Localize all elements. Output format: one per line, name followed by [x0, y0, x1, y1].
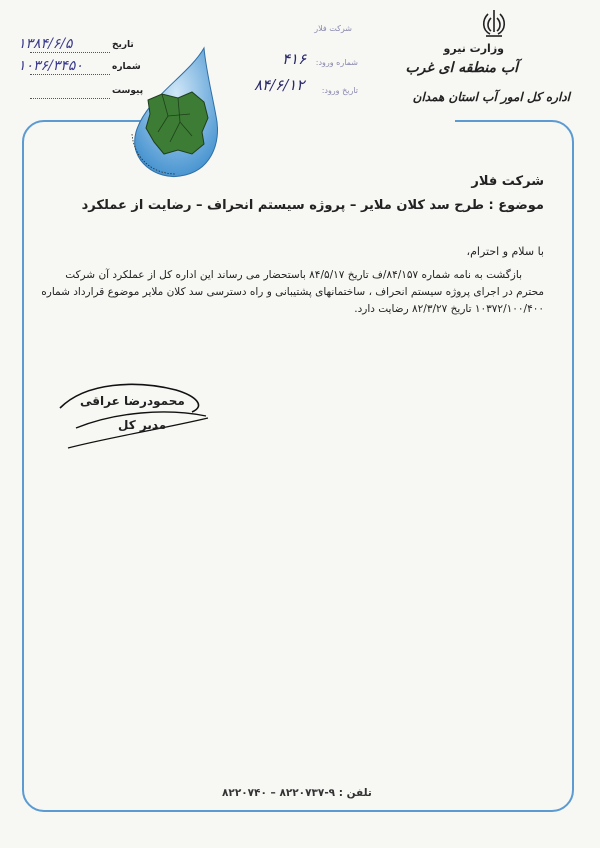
date-value: ۱۳۸۴/۶/۵ [18, 36, 73, 52]
number-line [30, 74, 110, 75]
ministry-name: وزارت نیرو [443, 42, 504, 55]
attachment-label: پیوست [112, 86, 144, 96]
water-drop-logo-icon [118, 46, 228, 182]
number-label: شماره [112, 62, 141, 72]
stamp-number-label: شماره ورود: [315, 58, 358, 67]
signature-block [56, 378, 216, 454]
stamp-date-label: تاریخ ورود: [321, 86, 358, 95]
date-label: تاریخ [112, 40, 134, 50]
page-border [22, 120, 574, 812]
recipient-company: شرکت فلار [471, 174, 544, 189]
stamp-number-value: ۴۱۶ [282, 50, 307, 68]
received-stamp [248, 24, 358, 110]
stamp-title: شرکت فلار [314, 24, 352, 33]
signatory-name: محمودرضا عراقی [80, 394, 185, 408]
organization-name: آب منطقه ای غرب [405, 60, 518, 76]
iran-emblem-icon [476, 8, 512, 40]
handwritten-signature [56, 378, 216, 454]
date-line [30, 52, 110, 53]
number-value: ۱۰۳۶/۳۴۵۰ [18, 58, 83, 74]
organization-subtitle: اداره کل امور آب استان همدان [412, 90, 570, 104]
salutation: با سلام و احترام، [466, 245, 544, 258]
letter-body [41, 267, 544, 318]
body-line: بازگشت به نامه شماره ۸۴/۱۵۷/ف تاریخ ۸۴/۵/۱۷ باستحضار می رساند این اداره کل از عملکرد آن شرکت [65, 269, 522, 281]
letter-subject: موضوع : طرح سد کلان ملایر – پروژه سیستم انحراف – رضایت از عملکرد [81, 198, 544, 213]
footer-phone: تلفن : ۹-۸۲۲۰۷۳۷ – ۸۲۲۰۷۴۰ [222, 787, 372, 799]
signatory-title: مدیر کل [118, 418, 167, 432]
attachment-line [30, 98, 110, 99]
body-line: ۱۰۳۷۲/۱۰۰/۴۰۰ تاریخ ۸۲/۳/۲۷ رضایت دارد. [354, 303, 544, 315]
stamp-date-value: ۸۴/۶/۱۲ [254, 76, 305, 94]
body-line: محترم در اجرای پروژه سیستم انحراف ، ساختمانهای پشتیبانی و راه دسترسی سد کلان ملایر موضوع قرارداد شماره [41, 286, 544, 298]
